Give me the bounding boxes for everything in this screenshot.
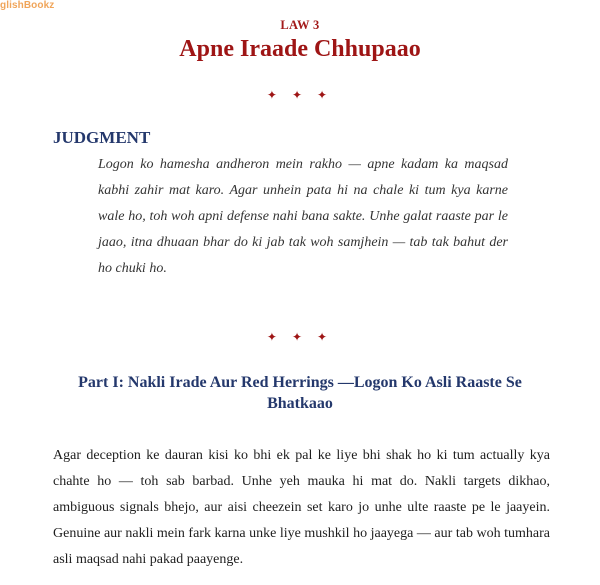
- body-paragraph: Agar deception ke dauran kisi ko bhi ek pal ke liye bhi shak ho ki tum actually kya chahte ho — toh sab barbad. Unhe yeh mauka hi mat do. Nakli targets dikhao, ambiguous signals bhejo, aur aisi cheezein set karo jo unhe ulte raaste pe le jaayein. Genuine aur nakli mein fark karna unke liye mushkil ho jaayega — aur tab woh tumhara asli maqsad nahi pakad paayenge.: [53, 448, 550, 567]
- chapter-title: Apne Iraade Chhupaao: [179, 36, 421, 62]
- watermark-logo: glishBookz: [0, 0, 55, 11]
- part-heading: Part I: Nakli Irade Aur Red Herrings —Logon Ko Asli Raaste Se Bhatkaao: [78, 374, 522, 412]
- ornament-divider: ✦ ✦ ✦: [266, 330, 334, 344]
- judgment-paragraph: Logon ko hamesha andheron mein rakho — apne kadam ka maqsad kabhi zahir mat karo. Agar unhein pata hi na chale ki tum kya karne wale ho, toh woh apni defense nahi bana sakte. Unhe galat raaste par le jaao, itna dhuaan bhar do ki jab tak woh samjhein — tab tak bahut der ho chuki ho.: [98, 157, 508, 276]
- law-number-label: LAW 3: [280, 18, 320, 32]
- judgment-heading: JUDGMENT: [53, 128, 151, 147]
- ornament-divider: ✦ ✦ ✦: [266, 88, 334, 102]
